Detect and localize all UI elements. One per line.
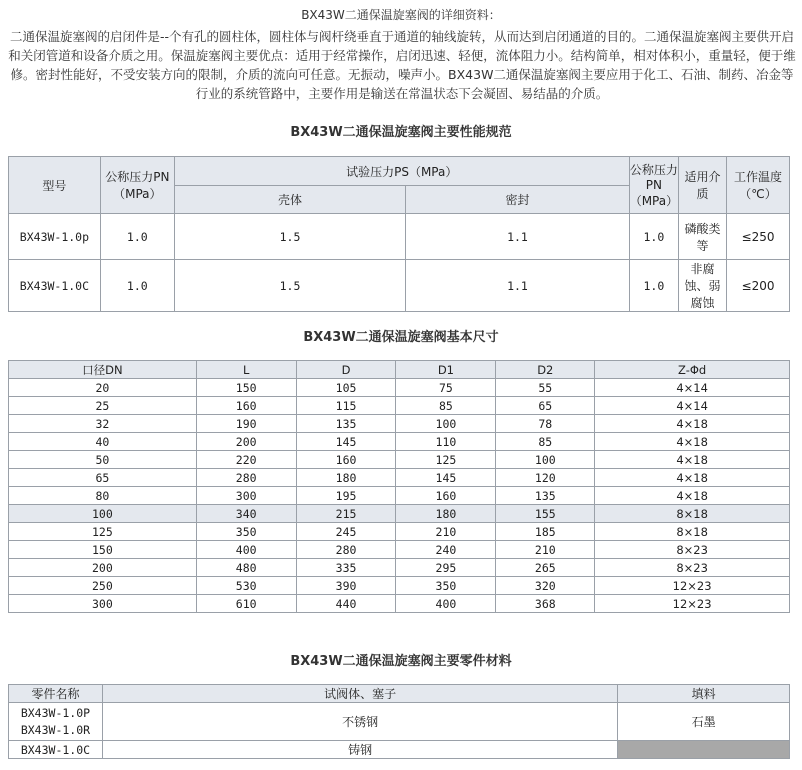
dims-cell-dn: 100	[9, 505, 197, 523]
dims-cell-d2: 85	[496, 433, 595, 451]
materials-cell-body: 不锈钢	[102, 703, 617, 741]
table-row	[9, 469, 790, 487]
dims-cell-holes: 4×14	[595, 397, 790, 415]
dims-cell-l: 190	[196, 415, 296, 433]
dims-cell-d2: 320	[496, 577, 595, 595]
dims-cell-d: 145	[296, 433, 396, 451]
table-row	[9, 451, 790, 469]
dims-cell-d: 280	[296, 541, 396, 559]
dims-cell-d1: 180	[396, 505, 496, 523]
dims-cell-d1: 210	[396, 523, 496, 541]
dims-cell-l: 200	[196, 433, 296, 451]
dims-cell-l: 480	[196, 559, 296, 577]
dims-cell-d2: 185	[496, 523, 595, 541]
materials-header-row	[9, 685, 790, 703]
dims-cell-l: 300	[196, 487, 296, 505]
perf-cell-shell: 1.5	[174, 260, 405, 312]
dims-cell-d: 195	[296, 487, 396, 505]
perf-cell-medium: 磷酸类等	[679, 214, 727, 260]
materials-cell-body: 铸钢	[102, 741, 617, 759]
perf-cell-seal: 1.1	[406, 214, 629, 260]
dims-cell-d1: 350	[396, 577, 496, 595]
dims-cell-d2: 120	[496, 469, 595, 487]
dims-cell-dn: 32	[9, 415, 197, 433]
table-row	[9, 397, 790, 415]
materials-header-packing: 填料	[618, 685, 790, 703]
dims-cell-d2: 210	[496, 541, 595, 559]
dims-cell-d1: 145	[396, 469, 496, 487]
dims-cell-dn: 40	[9, 433, 197, 451]
performance-table	[8, 156, 790, 312]
dimensions-table	[8, 360, 790, 613]
materials-table	[8, 684, 790, 759]
dims-cell-dn: 20	[9, 379, 197, 397]
table-row	[9, 541, 790, 559]
dims-cell-holes: 12×23	[595, 595, 790, 613]
perf-cell-temp: ≤250	[727, 214, 790, 260]
table-row	[9, 415, 790, 433]
dims-cell-d: 215	[296, 505, 396, 523]
dims-cell-d: 105	[296, 379, 396, 397]
dims-cell-l: 150	[196, 379, 296, 397]
table-row	[9, 741, 790, 759]
table-row	[9, 703, 790, 741]
dims-body	[9, 379, 790, 613]
dims-cell-holes: 8×23	[595, 541, 790, 559]
dims-cell-holes: 4×18	[595, 415, 790, 433]
dims-header-d1: D1	[396, 361, 496, 379]
table-row	[9, 487, 790, 505]
dims-cell-d: 440	[296, 595, 396, 613]
table-row	[9, 433, 790, 451]
dims-cell-d1: 85	[396, 397, 496, 415]
dims-cell-l: 610	[196, 595, 296, 613]
dims-cell-l: 350	[196, 523, 296, 541]
dims-cell-d2: 65	[496, 397, 595, 415]
dims-cell-d2: 55	[496, 379, 595, 397]
dims-cell-d: 180	[296, 469, 396, 487]
perf-header-shell: 壳体	[174, 186, 405, 214]
materials-section-title: BX43W二通保温旋塞阀主要零件材料	[290, 654, 512, 669]
dims-cell-d1: 400	[396, 595, 496, 613]
perf-header-pn2: 公称压力PN（MPa）	[629, 157, 678, 214]
dims-cell-l: 340	[196, 505, 296, 523]
perf-cell-pn2: 1.0	[629, 260, 678, 312]
dims-cell-dn: 25	[9, 397, 197, 415]
perf-section-title: BX43W二通保温旋塞阀主要性能规范	[290, 125, 512, 140]
materials-cell-packing-empty	[618, 741, 790, 759]
perf-cell-model: BX43W-1.0p	[9, 214, 101, 260]
dims-cell-d1: 100	[396, 415, 496, 433]
perf-header-pn: 公称压力PN（MPa）	[100, 157, 174, 214]
materials-model-a2: BX43W-1.0R	[20, 722, 91, 737]
dims-cell-dn: 150	[9, 541, 197, 559]
perf-cell-pn2: 1.0	[629, 214, 678, 260]
dims-cell-d: 245	[296, 523, 396, 541]
dims-cell-holes: 4×18	[595, 469, 790, 487]
dims-cell-holes: 8×18	[595, 523, 790, 541]
dims-cell-d1: 240	[396, 541, 496, 559]
perf-cell-medium: 非腐蚀、弱腐蚀	[679, 260, 727, 312]
dims-cell-l: 220	[196, 451, 296, 469]
dims-cell-d2: 265	[496, 559, 595, 577]
materials-cell-packing: 石墨	[618, 703, 790, 741]
dims-cell-d2: 100	[496, 451, 595, 469]
dims-cell-dn: 50	[9, 451, 197, 469]
dims-cell-holes: 8×23	[595, 559, 790, 577]
perf-header-seal: 密封	[406, 186, 629, 214]
perf-cell-seal: 1.1	[406, 260, 629, 312]
perf-cell-model: BX43W-1.0C	[9, 260, 101, 312]
dims-cell-d1: 110	[396, 433, 496, 451]
dims-cell-holes: 8×18	[595, 505, 790, 523]
materials-header-part: 零件名称	[9, 685, 103, 703]
perf-cell-temp: ≤200	[727, 260, 790, 312]
dims-cell-d2: 78	[496, 415, 595, 433]
dims-cell-d2: 368	[496, 595, 595, 613]
materials-cell-model: BX43W-1.0C	[9, 741, 103, 759]
dims-header-dn: 口径DN	[9, 361, 197, 379]
dims-cell-d1: 295	[396, 559, 496, 577]
dims-cell-l: 280	[196, 469, 296, 487]
perf-header-ps: 试验压力PS（MPa）	[174, 157, 629, 186]
dims-cell-dn: 65	[9, 469, 197, 487]
perf-cell-shell: 1.5	[174, 214, 405, 260]
dims-cell-dn: 250	[9, 577, 197, 595]
dims-cell-dn: 200	[9, 559, 197, 577]
page-title: BX43W二通保温旋塞阀的详细资料：	[301, 8, 501, 22]
table-row	[9, 214, 790, 260]
dims-cell-d2: 135	[496, 487, 595, 505]
materials-header-body: 试阀体、塞子	[102, 685, 617, 703]
dims-cell-holes: 4×14	[595, 379, 790, 397]
intro-paragraph: 二通保温旋塞阀的启闭件是--个有孔的圆柱体，圆柱体与阀杆绕垂直于通道的轴线旋转，从而达到启闭通道的目的。二通保温旋塞阀主要供开启和关闭管道和设备介质之用。保温旋塞阀主要优点：适用于经常操作，启闭迅速、轻便，流体阻力小。结构简单，相对体积小，重量轻，便于维修。密封性能好，不受安装方向的限制，介质的流向可任意。无振动，噪声小。BX43W二通保温旋塞阀主要应用于化工、石油、制药、冶金等行业的系统管路中，主要作用是输送在常温状态下会凝固、易结晶的介质。	[8, 29, 796, 101]
dims-section-title: BX43W二通保温旋塞阀基本尺寸	[303, 330, 499, 345]
perf-header-temp: 工作温度（℃）	[727, 157, 790, 214]
dims-header-l: L	[196, 361, 296, 379]
dims-cell-d: 335	[296, 559, 396, 577]
perf-header-row	[9, 157, 790, 186]
dims-cell-d: 160	[296, 451, 396, 469]
materials-model-a1: BX43W-1.0P	[20, 705, 91, 720]
dims-header-holes: Z-Φd	[595, 361, 790, 379]
table-row	[9, 577, 790, 595]
table-row	[9, 523, 790, 541]
table-row	[9, 559, 790, 577]
table-row	[9, 260, 790, 312]
dims-cell-d1: 160	[396, 487, 496, 505]
dims-header-d2: D2	[496, 361, 595, 379]
dims-cell-l: 400	[196, 541, 296, 559]
dims-header-d: D	[296, 361, 396, 379]
dims-cell-holes: 4×18	[595, 433, 790, 451]
dims-cell-holes: 4×18	[595, 487, 790, 505]
dims-header-row	[9, 361, 790, 379]
table-row	[9, 379, 790, 397]
perf-cell-pn: 1.0	[100, 260, 174, 312]
table-row	[9, 505, 790, 523]
table-row	[9, 595, 790, 613]
dims-cell-dn: 300	[9, 595, 197, 613]
dims-cell-l: 160	[196, 397, 296, 415]
dims-cell-d1: 75	[396, 379, 496, 397]
dims-cell-d: 390	[296, 577, 396, 595]
perf-cell-pn: 1.0	[100, 214, 174, 260]
materials-cell-models	[9, 703, 103, 741]
dims-cell-d: 115	[296, 397, 396, 415]
dims-cell-dn: 125	[9, 523, 197, 541]
perf-header-model: 型号	[9, 157, 101, 214]
dims-cell-d1: 125	[396, 451, 496, 469]
dims-cell-d: 135	[296, 415, 396, 433]
dims-cell-holes: 12×23	[595, 577, 790, 595]
dims-cell-dn: 80	[9, 487, 197, 505]
dims-cell-l: 530	[196, 577, 296, 595]
dims-cell-d2: 155	[496, 505, 595, 523]
perf-header-medium: 适用介质	[679, 157, 727, 214]
dims-cell-holes: 4×18	[595, 451, 790, 469]
